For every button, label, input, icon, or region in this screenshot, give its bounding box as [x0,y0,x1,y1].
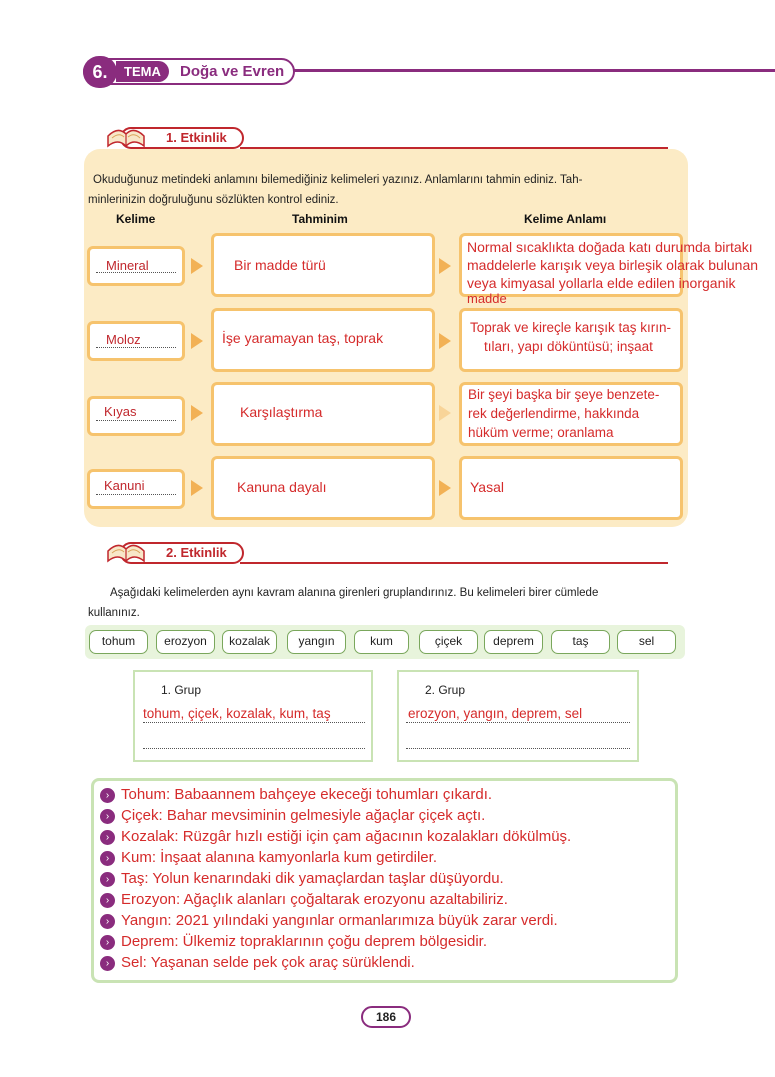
activity2-instruction-line2: kullanınız. [88,607,140,619]
sentence-item: › Deprem: Ülkemiz topraklarının çoğu deprem bölgesidir. [100,931,487,952]
chevron-right-icon: › [100,809,115,824]
dotted-line [143,734,365,749]
sentence-item: › Sel: Yaşanan selde pek çok araç sürüklendi. [100,952,415,973]
word-chip: erozyon [156,630,215,654]
sentence-item: › Çiçek: Bahar mevsiminin gelmesiyle ağaçlar çiçek açtı. [100,805,485,826]
sentence-item: › Taş: Yolun kenarındaki dik yamaçlardan taşlar düşüyordu. [100,868,504,889]
column-header-guess: Tahminim [292,212,348,226]
arrow-right-icon [439,333,451,349]
dotted-line [406,734,630,749]
chevron-right-icon: › [100,893,115,908]
chevron-right-icon: › [100,830,115,845]
group2-title: 2. Grup [425,683,466,697]
header-rule [290,69,775,72]
tema-label: TEMA [116,61,169,82]
group1-title: 1. Grup [161,683,202,697]
activity2-instruction-line1: Aşağıdaki kelimelerden aynı kavram alanına girenleri gruplandırınız. Bu kelimeleri birer cümlede [110,587,599,599]
chevron-right-icon: › [100,935,115,950]
word-entry: Kıyas [104,404,137,419]
sentence-item: › Erozyon: Ağaçlık alanları çoğaltarak erozyonu azaltabiliriz. [100,889,508,910]
chevron-right-icon: › [100,914,115,929]
guess-entry: Bir madde türü [234,257,326,273]
word-chip: taş [551,630,610,654]
activity1-title: 1. Etkinlik [120,127,244,149]
activity2-title: 2. Etkinlik [120,542,244,564]
word-entry: Mineral [106,258,149,273]
column-header-word: Kelime [116,212,156,226]
word-chip: kum [354,630,409,654]
chevron-right-icon: › [100,851,115,866]
word-chip: tohum [89,630,148,654]
guess-entry: Karşılaştırma [240,404,323,420]
page-number: 186 [361,1006,411,1028]
arrow-right-icon [191,405,203,421]
sentence-item: › Yangın: 2021 yılındaki yangınlar ormanlarımıza büyük zarar verdi. [100,910,558,931]
word-chip: sel [617,630,676,654]
meaning-entry: Toprak ve kireçle karışık taş kırın- tıları, yapı döküntüsü; inşaat [470,320,672,354]
sentence-item: › Tohum: Babaannem bahçeye ekeceği tohumları çıkardı. [100,784,492,805]
guess-entry: İşe yaramayan taş, toprak [222,330,384,346]
arrow-right-icon [439,405,451,421]
word-entry: Kanuni [104,478,145,493]
dotted-line [406,708,630,723]
activity1-instruction-line1: Okuduğunuz metindeki anlamını bilemediğiniz kelimeleri yazınız. Anlamlarını tahmin ediniz. Tah- [93,174,583,186]
column-header-meaning: Kelime Anlamı [524,212,607,226]
activity2-rule [240,562,668,564]
meaning-entry: Normal sıcaklıkta doğada katı durumda birtakı maddelerle karışık veya birleşik olarak bulunan veya kimyasal yollarla elde edilen inorganik madde [467,239,759,306]
unit-title: Doğa ve Evren [180,63,285,80]
open-book-icon [104,116,148,150]
arrow-right-icon [439,258,451,274]
unit-number: 6. [83,56,117,88]
word-chip: deprem [484,630,543,654]
meaning-entry: Yasal [470,479,504,495]
chevron-right-icon: › [100,956,115,971]
sentence-item: › Kum: İnşaat alanına kamyonlarla kum getirdiler. [100,847,437,868]
arrow-right-icon [439,480,451,496]
arrow-right-icon [191,333,203,349]
guess-entry: Kanuna dayalı [237,479,327,495]
arrow-right-icon [191,258,203,274]
chevron-right-icon: › [100,788,115,803]
sentence-item: › Kozalak: Rüzgâr hızlı estiği için çam ağacının kozalakları dökülmüş. [100,826,571,847]
word-chip: kozalak [222,630,277,654]
word-chip: yangın [287,630,346,654]
chevron-right-icon: › [100,872,115,887]
open-book-icon [104,531,148,565]
meaning-entry: Bir şeyi başka bir şeye benzete- rek değerlendirme, hakkında hüküm verme; oranlama [468,387,660,440]
dotted-line [143,708,365,723]
group2-answer: erozyon, yangın, deprem, sel [408,706,583,721]
group1-answer: tohum, çiçek, kozalak, kum, taş [143,706,331,721]
word-entry: Moloz [106,332,141,347]
activity1-instruction-line2: minlerinizin doğruluğunu sözlükten kontrol ediniz. [88,194,339,206]
word-chip: çiçek [419,630,478,654]
arrow-right-icon [191,480,203,496]
